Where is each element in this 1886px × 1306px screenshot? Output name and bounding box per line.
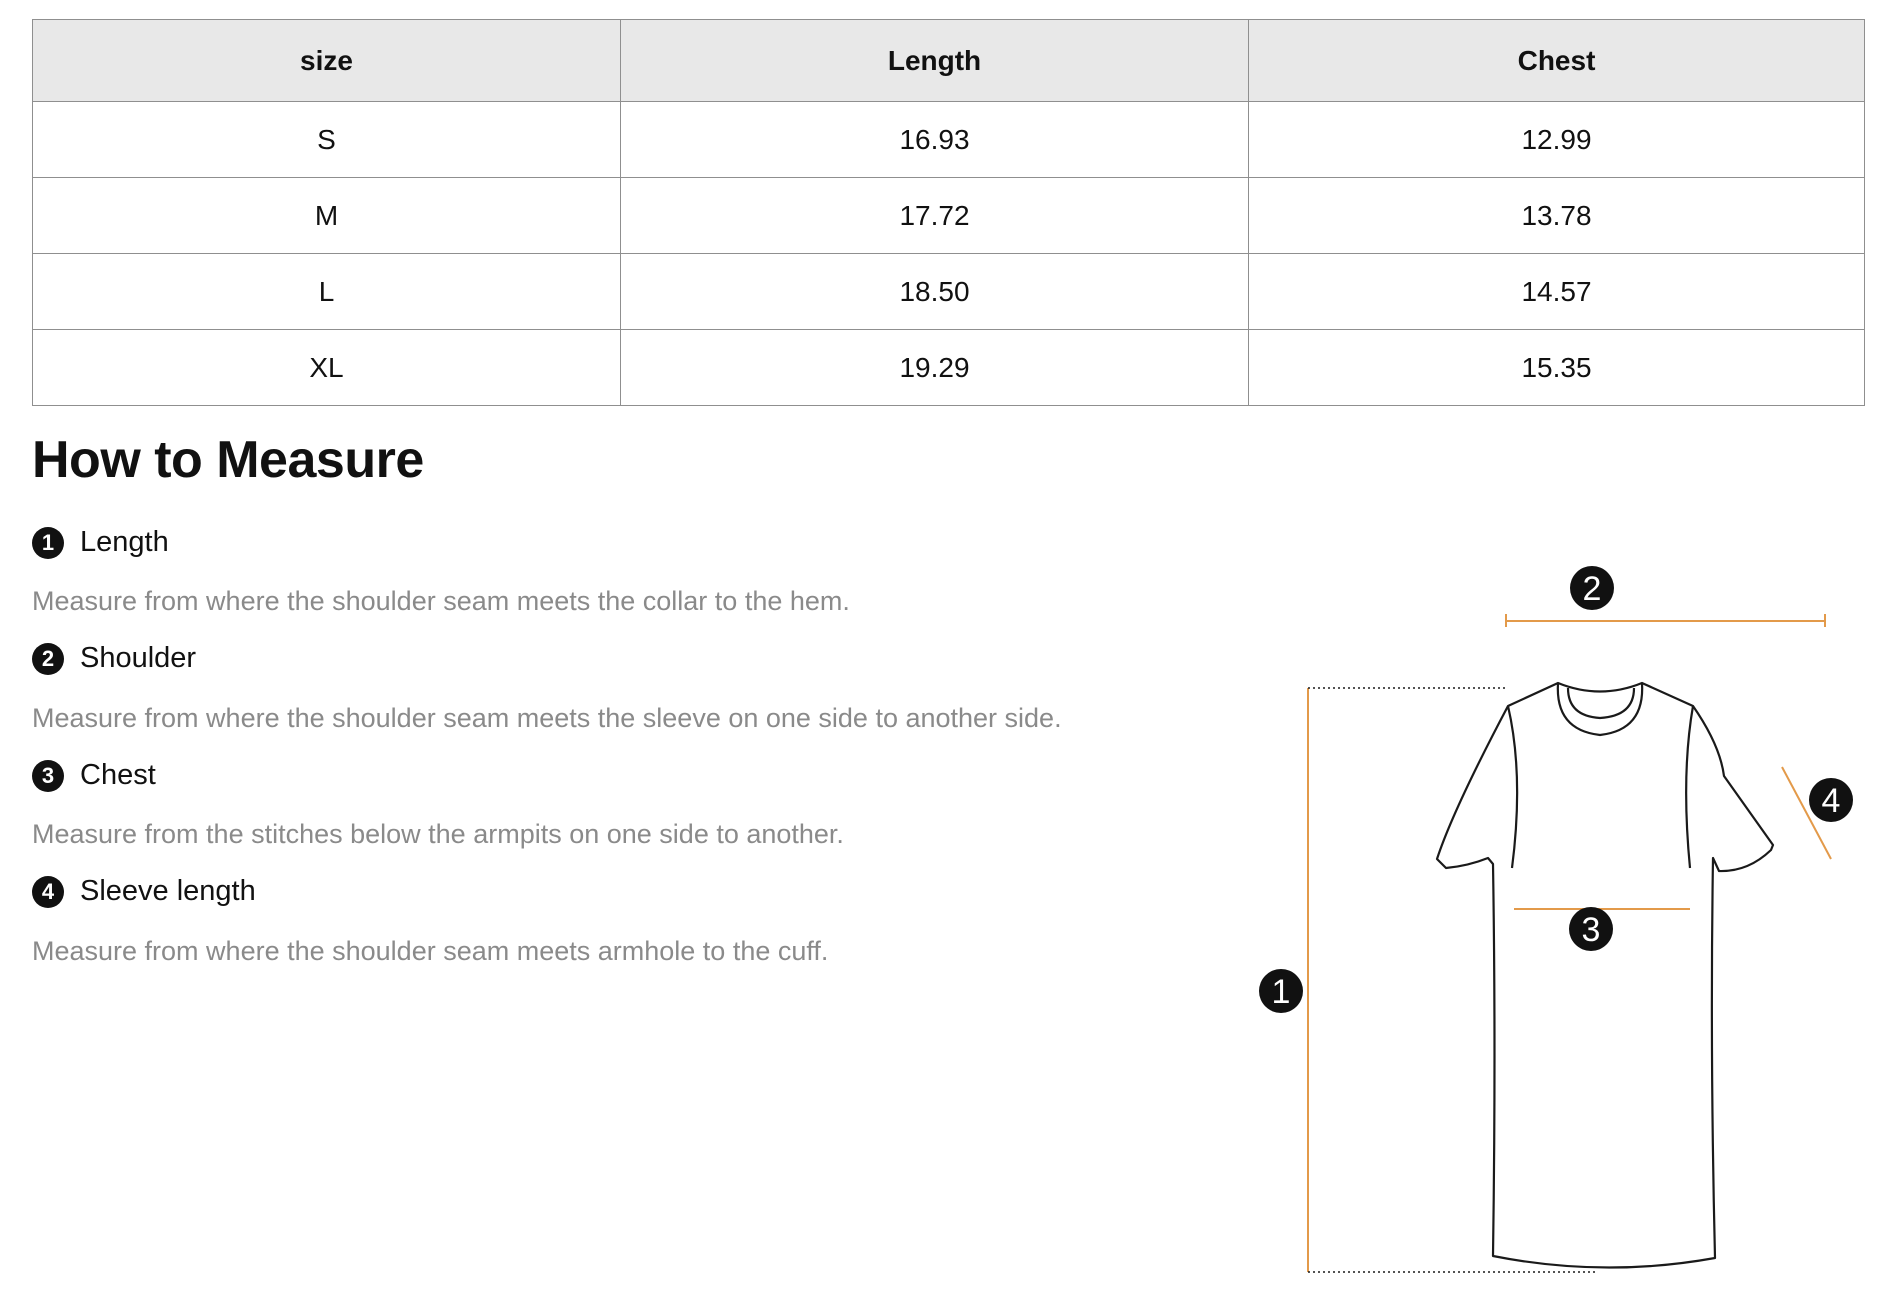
cell-length: 16.93 [621,102,1249,178]
step-title: Chest [80,759,156,791]
step-number-badge: 1 [32,527,64,559]
step-length [32,526,169,559]
how-to-measure-title: How to Measure [32,431,424,489]
cell-size: M [33,178,621,254]
step-title: Sleeve length [80,875,256,907]
step-chest [32,759,156,792]
badge-length-icon [1259,969,1303,1013]
step-number-badge: 3 [32,760,64,792]
step-shoulder [32,642,196,675]
header-chest: Chest [1249,20,1865,102]
step-sleeve-length [32,875,256,908]
cell-chest: 13.78 [1249,178,1865,254]
cell-length: 17.72 [621,178,1249,254]
svg-text:1: 1 [1271,973,1291,1011]
size-chart-table [32,19,1865,406]
step-title: Shoulder [80,642,197,674]
measurement-lines [1308,614,1831,1272]
step-description: Measure from where the shoulder seam meets armhole to the cuff. [32,936,829,966]
badge-chest-icon [1569,907,1613,951]
header-size: size [33,20,621,102]
tshirt-measurement-diagram [1250,550,1870,1290]
cell-size: XL [33,330,621,406]
svg-text:4: 4 [1821,782,1841,820]
header-length: Length [621,20,1249,102]
cell-chest: 14.57 [1249,254,1865,330]
badge-shoulder-icon [1570,566,1614,610]
cell-size: S [33,102,621,178]
step-description: Measure from where the shoulder seam meets the collar to the hem. [32,586,850,616]
svg-text:3: 3 [1581,911,1601,949]
svg-text:2: 2 [1582,570,1602,608]
table-row [33,102,1865,178]
step-number-badge: 4 [32,876,64,908]
step-title: Length [80,526,169,558]
guide-dotted-lines [1308,688,1596,1272]
cell-length: 18.50 [621,254,1249,330]
step-description: Measure from the stitches below the armpits on one side to another. [32,819,844,849]
badge-sleeve-icon [1809,778,1853,822]
cell-size: L [33,254,621,330]
cell-length: 19.29 [621,330,1249,406]
table-header-row [33,20,1865,102]
cell-chest: 15.35 [1249,330,1865,406]
cell-chest: 12.99 [1249,102,1865,178]
step-number-badge: 2 [32,643,64,675]
tshirt-outline-icon [1437,683,1773,1268]
table-row [33,178,1865,254]
table-row [33,254,1865,330]
table-row [33,330,1865,406]
step-description: Measure from where the shoulder seam meets the sleeve on one side to another side. [32,703,1062,733]
